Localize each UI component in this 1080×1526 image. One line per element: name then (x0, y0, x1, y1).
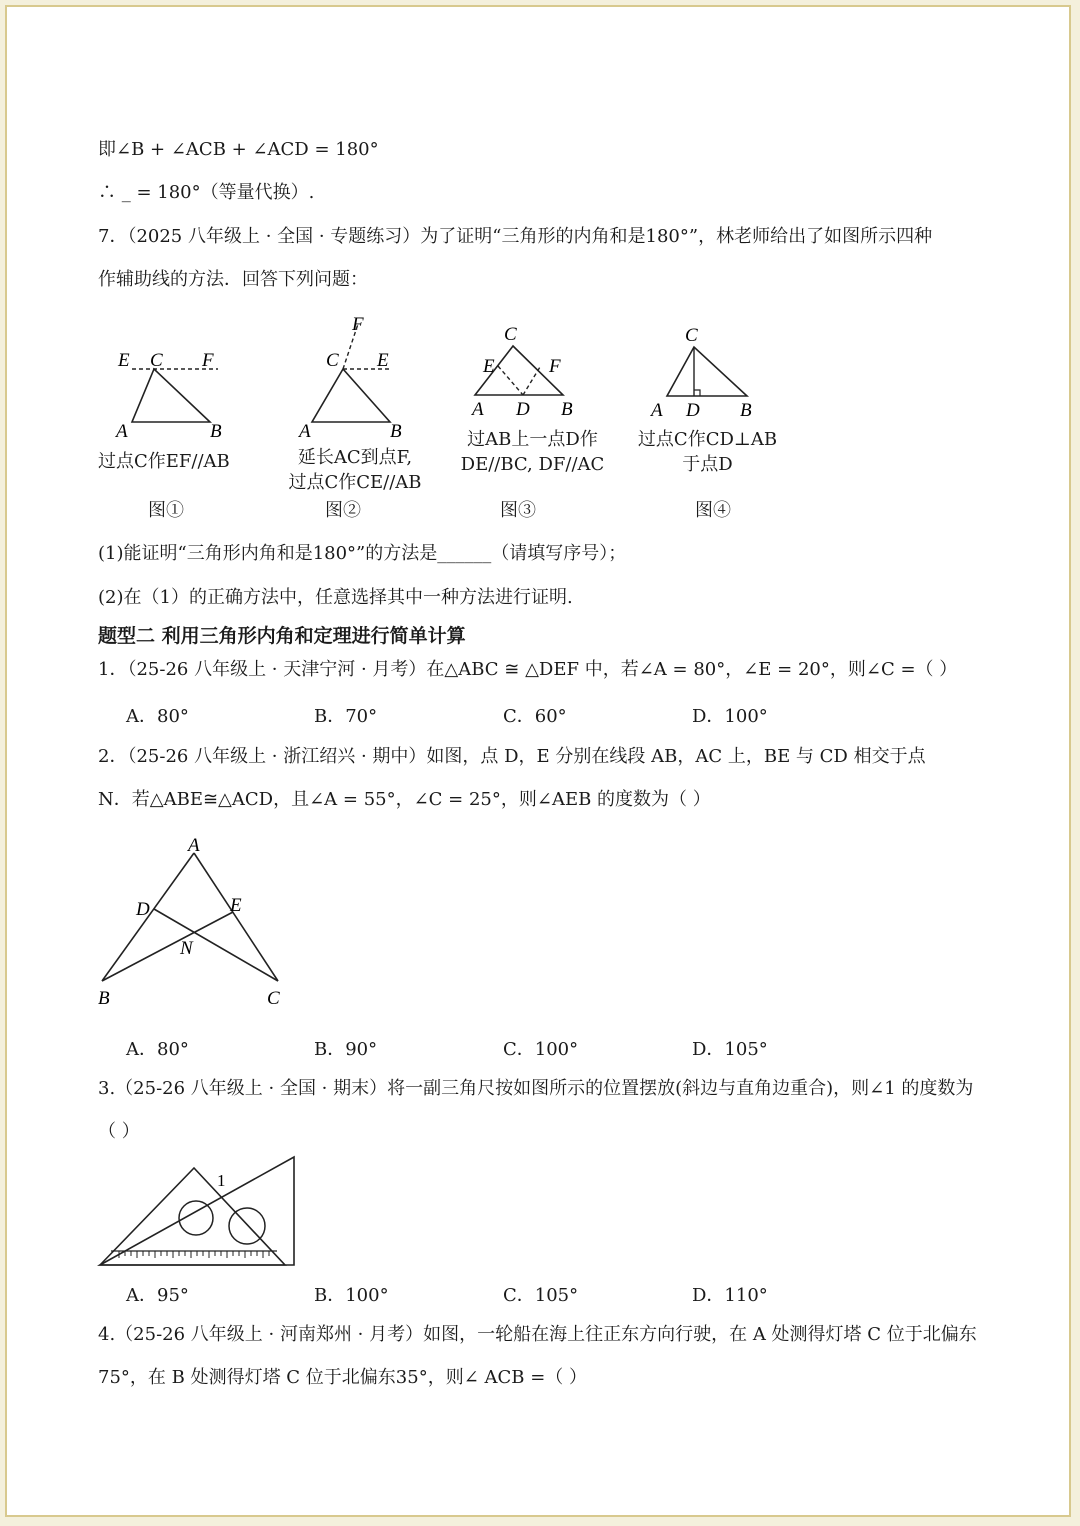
point-label: A (472, 399, 484, 420)
question-7-text: 7．（2025 八年级上 · 全国 · 专题练习）为了证明“三角形的内角和是180°”，林老师给出了如图所示四种 (98, 226, 933, 247)
section-title: 题型二 利用三角形内角和定理进行简单计算 (98, 625, 466, 647)
point-label: E (230, 895, 242, 916)
figure-4-diagram (645, 320, 765, 420)
question-1-text: 1．（25-26 八年级上 · 天津宁河 · 月考）在△ABC ≅ △DEF 中，若∠A = 80°，∠E = 20°，则∠C =（ ） (98, 659, 958, 680)
figure-4-caption-1: 过点C作CD⊥AB (637, 429, 778, 450)
figure-3-caption-1: 过AB上一点D作 (467, 429, 598, 450)
figure-2-caption-1: 延长AC到点F, (297, 447, 413, 468)
point-label: E (118, 350, 130, 371)
option-d[interactable]: D．100° (692, 706, 768, 727)
question-3-text: 3.（25-26 八年级上 · 全国 · 期末）将一副三角尺按如图所示的位置摆放(斜边与直角边重合)，则∠1 的度数为 (98, 1078, 974, 1099)
question-7-part-2: (2)在（1）的正确方法中，任意选择其中一种方法进行证明. (98, 587, 573, 608)
option-b[interactable]: B．100° (314, 1285, 389, 1306)
point-label: N (180, 938, 193, 959)
figure-2-label: 图② (325, 500, 361, 521)
point-label: D (686, 400, 700, 420)
option-c[interactable]: C．105° (503, 1285, 579, 1306)
option-b[interactable]: B．70° (314, 706, 378, 727)
question-7-part-1: (1)能证明“三角形内角和是180°”的方法是______（请填写序号）； (98, 543, 627, 564)
point-label: B (561, 399, 573, 420)
figure-1-caption: 过点C作EF//AB (98, 451, 230, 472)
option-d[interactable]: D．105° (692, 1039, 768, 1060)
point-label: A (299, 421, 311, 440)
point-label: E (483, 356, 495, 377)
figure-3-label: 图③ (500, 500, 536, 521)
point-label: F (202, 350, 214, 371)
question-4-text: 4.（25-26 八年级上 · 河南郑州 · 月考）如图，一轮船在海上往正东方向行驶，在 A 处测得灯塔 C 位于北偏东 (98, 1324, 977, 1345)
point-label: D (136, 899, 150, 920)
point-label: A (116, 421, 128, 440)
figure-4-label: 图④ (695, 500, 731, 521)
point-label: C (150, 350, 163, 371)
figure-2-caption-2: 过点C作CE//AB (288, 472, 422, 493)
point-label: F (549, 356, 561, 377)
question-2-text: 2．（25-26 八年级上 · 浙江绍兴 · 期中）如图，点 D，E 分别在线段 AB，AC 上，BE 与 CD 相交于点 (98, 746, 926, 767)
question-3-diagram (95, 1152, 300, 1270)
angle-label: 1 (217, 1171, 226, 1190)
proof-line-2: ∴ _ = 180°（等量代换）. (98, 182, 315, 203)
option-c[interactable]: C．60° (503, 706, 567, 727)
point-label: D (516, 399, 530, 420)
point-label: A (651, 400, 663, 420)
point-label: E (377, 350, 389, 371)
question-7-text-cont: 作辅助线的方法．回答下列问题： (98, 269, 368, 290)
point-label: B (98, 988, 110, 1009)
question-2-diagram (90, 830, 300, 1015)
point-label: B (390, 421, 402, 440)
figure-3-diagram (465, 320, 595, 420)
option-c[interactable]: C．100° (503, 1039, 579, 1060)
option-a[interactable]: A．80° (126, 1039, 189, 1060)
option-a[interactable]: A．80° (126, 706, 189, 727)
question-2-text-cont: N．若△ABE≅△ACD，且∠A = 55°，∠C = 25°，则∠AEB 的度数为（ ） (98, 789, 711, 810)
point-label: C (267, 988, 280, 1009)
proof-line-1: 即∠B + ∠ACB + ∠ACD = 180° (98, 139, 379, 160)
point-label: C (326, 350, 339, 371)
option-b[interactable]: B．90° (314, 1039, 378, 1060)
question-3-text-cont: （ ） (98, 1121, 140, 1142)
figure-1-diagram (108, 340, 238, 440)
point-label: B (210, 421, 222, 440)
figure-3-caption-2: DE//BC, DF//AC (460, 454, 605, 475)
point-label: C (685, 325, 698, 346)
point-label: B (740, 400, 752, 420)
point-label: F (352, 314, 364, 335)
point-label: A (188, 835, 200, 856)
figure-4-caption-2: 于点D (682, 454, 733, 475)
question-4-text-cont: 75°，在 B 处测得灯塔 C 位于北偏东35°，则∠ ACB =（ ） (98, 1367, 588, 1388)
point-label: C (504, 324, 517, 345)
option-d[interactable]: D．110° (692, 1285, 768, 1306)
option-a[interactable]: A．95° (126, 1285, 189, 1306)
figure-1-label: 图① (148, 500, 184, 521)
figure-2-diagram (290, 310, 420, 440)
